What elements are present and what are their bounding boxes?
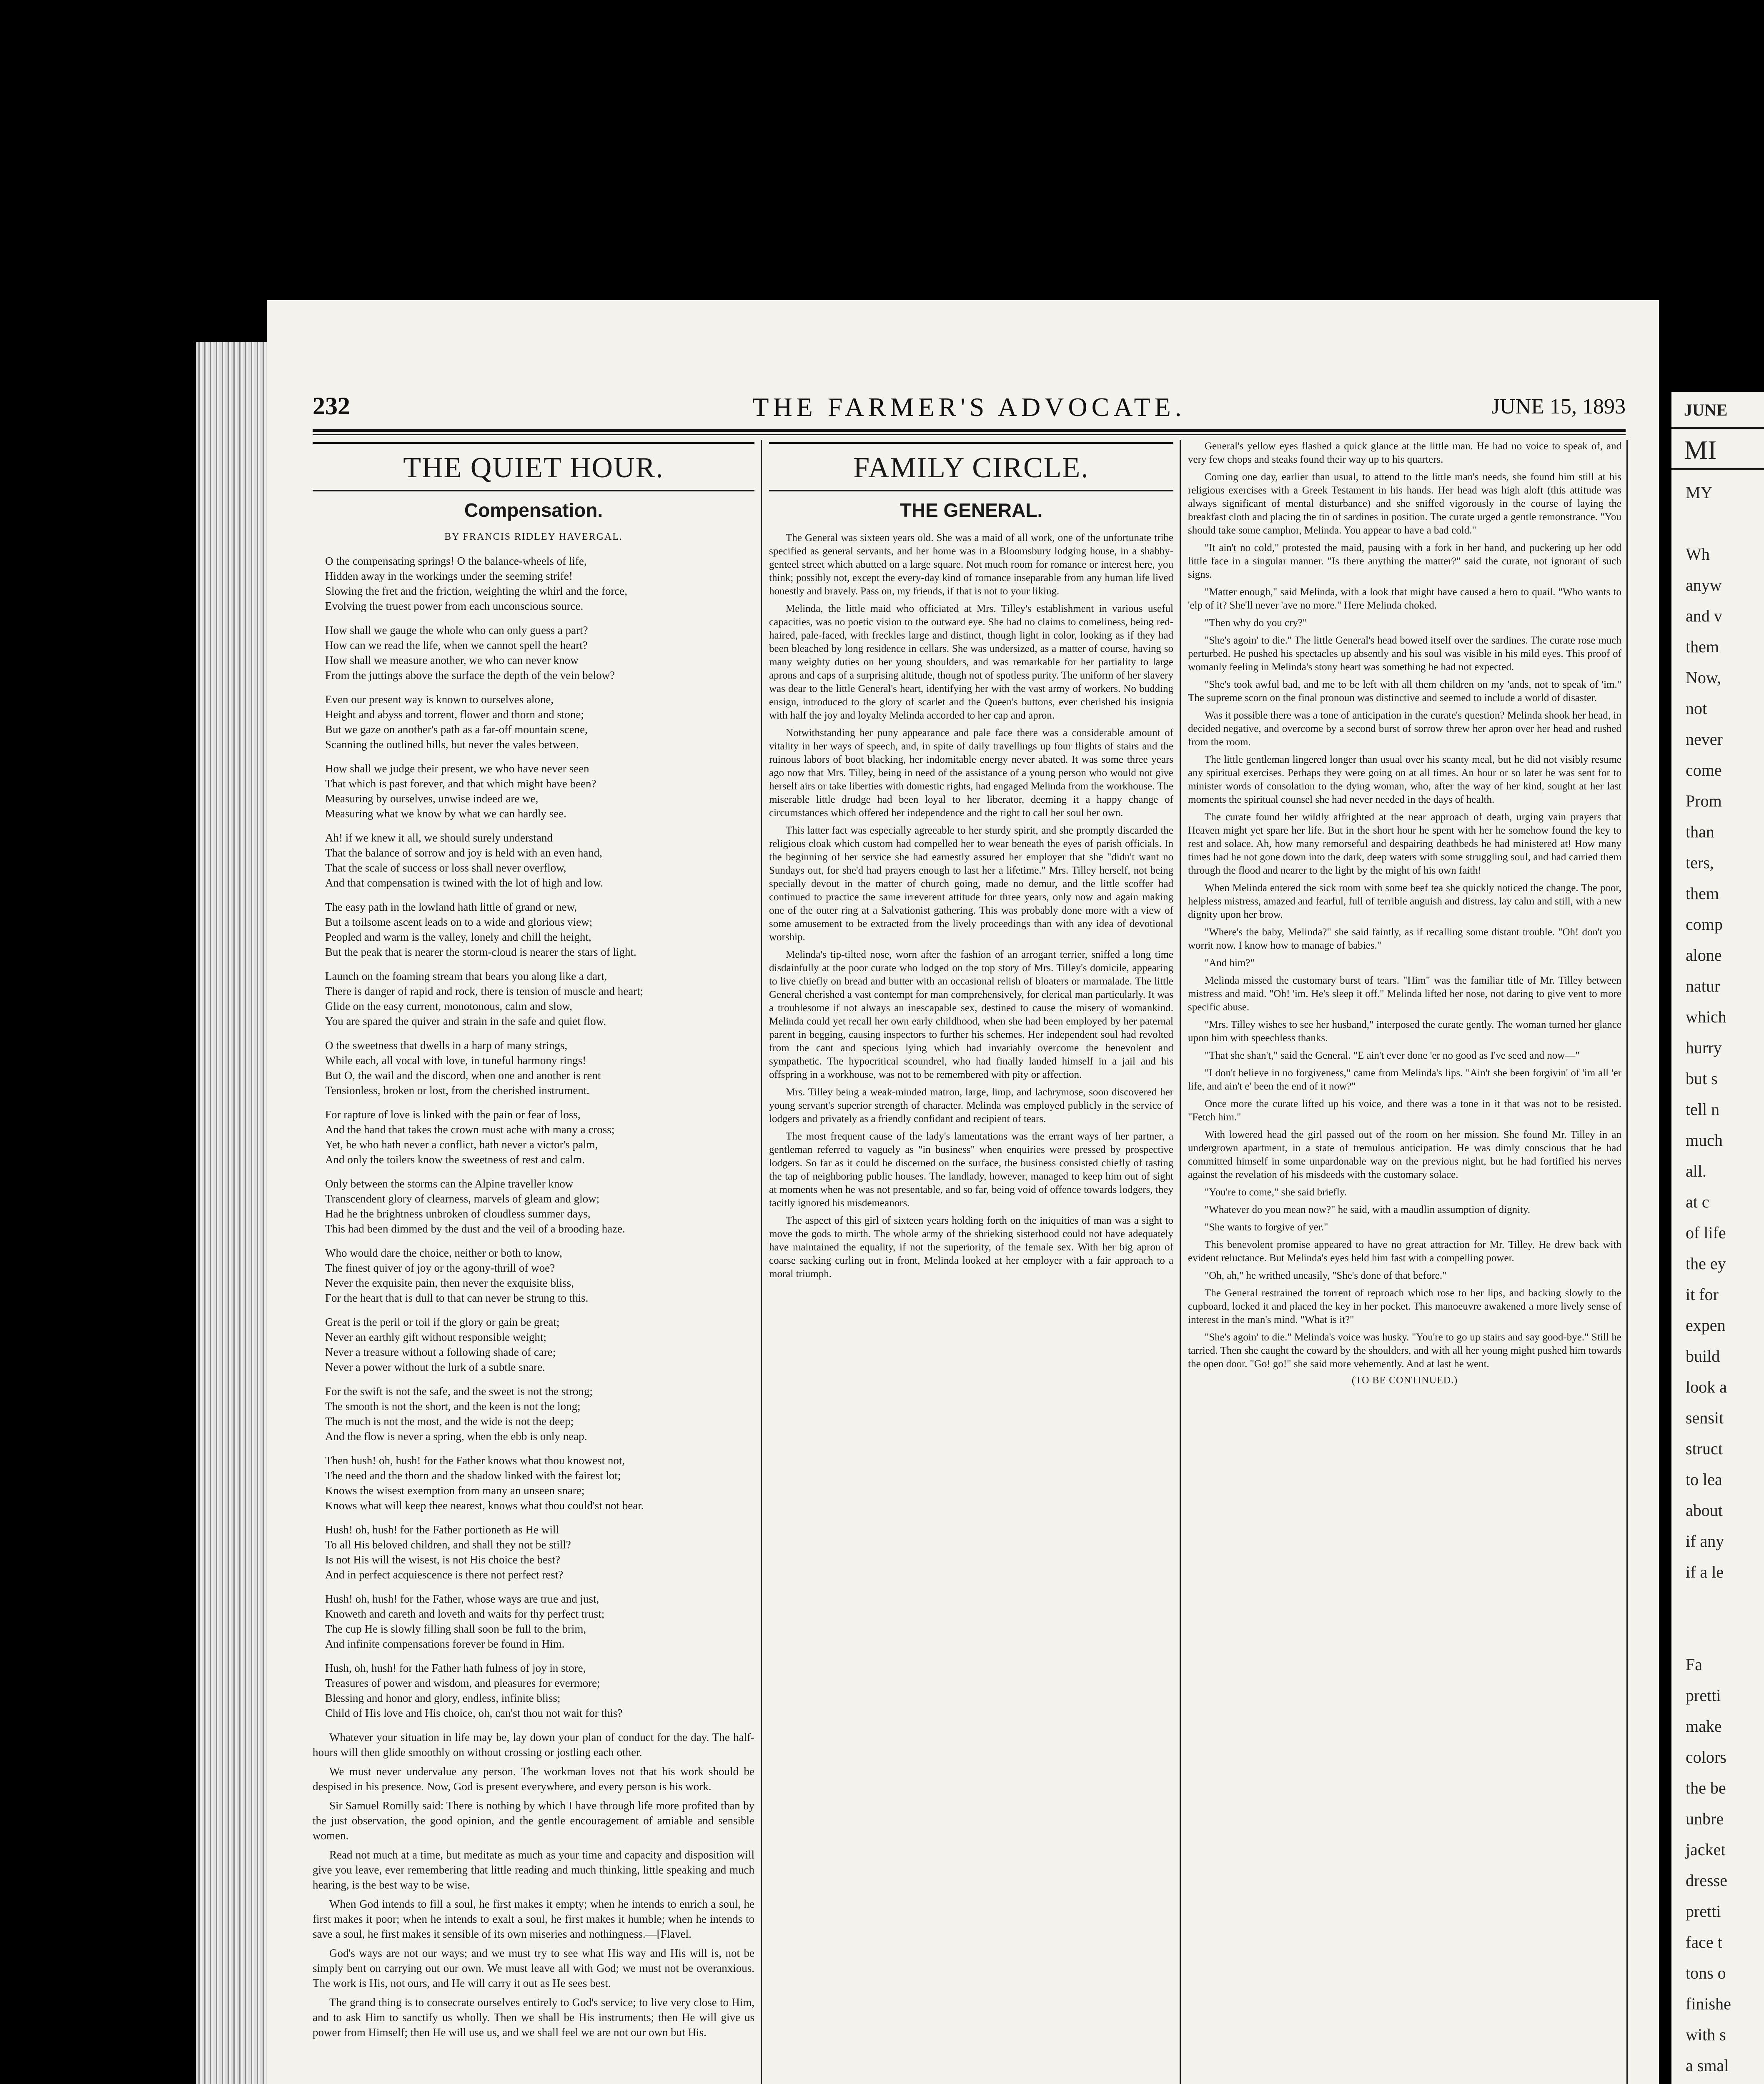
poem-line: For rapture of love is linked with the pain or fear of loss, bbox=[325, 1108, 581, 1121]
adjacent-page-line: struct bbox=[1686, 1439, 1723, 1458]
poem-line: And the hand that takes the crown must ache with many a cross; bbox=[325, 1123, 615, 1136]
paragraph: "And him?" bbox=[1205, 957, 1255, 969]
paragraph: "You're to come," she said briefly. bbox=[1205, 1187, 1347, 1198]
paragraph: "It ain't no cold," protested the maid, pausing with a fork in her hand, and puckering up her odd little face in a singular manner. "Is there anything the matter?" said the curate, not ignorant of such signs. bbox=[1188, 542, 1621, 580]
adjacent-page-line: Prom bbox=[1686, 792, 1722, 810]
paragraph: Coming one day, earlier than usual, to attend to the little man's needs, she found him still at his religious exercises with a Greek Testament in his hands. Her head was high aloft (this attitude was always significant of mental disturbance) and she sniffed vigorously in the course of laying the breakfast cloth and placing the tin of sardines in position. The curate urged a gentle remonstrance. "You should take some camphor, Melinda. You appear to have a bad cold." bbox=[1188, 471, 1621, 536]
story-text-part-2 bbox=[1188, 440, 1621, 1371]
poem-line: Peopled and warm is the valley, lonely and chill the height, bbox=[325, 931, 591, 943]
adjacent-page-line bbox=[1671, 1618, 1764, 1649]
adjacent-page-line bbox=[1671, 2081, 1764, 2084]
poem-line: How can we read the life, when we cannot spell the heart? bbox=[325, 639, 588, 651]
paragraph: The General restrained the torrent of reproach which rose to her lips, and backing slowly to the cupboard, locked it and placed the key in her pocket. This manoeuvre awakened a more lively sense of interest in the man's mind. "What is it?" bbox=[1188, 1287, 1621, 1325]
adjacent-page-line: Wh bbox=[1686, 545, 1710, 564]
adjacent-page-line: all. bbox=[1686, 1162, 1706, 1180]
poem-line: While each, all vocal with love, in tuneful harmony rings! bbox=[325, 1054, 586, 1067]
paragraph: Notwithstanding her puny appearance and pale face there was a considerable amount of vitality in her ways of speech, and, in spite of daily travellings up four flights of stairs and the ruinous labors of boot blacking, her indomitable energy never abated. It was some three years ago now that Mrs. Tilley, being in need of the assistance of a young person who would not give herself airs or take liberties with domestic rights, had engaged Melinda from the workhouse. The miserable little drudge had been loyal to her liberator, deeming it a happy change of circumstances which offered her independence and the right to call her soul her own. bbox=[769, 727, 1173, 819]
poem-line: The need and the thorn and the shadow linked with the fairest lot; bbox=[325, 1469, 621, 1482]
poem-line: But O, the wail and the discord, when one and another is rent bbox=[325, 1069, 601, 1082]
poem-line: But a toilsome ascent leads on to a wide and glorious view; bbox=[325, 916, 593, 928]
adjacent-page-line: face t bbox=[1686, 1933, 1722, 1951]
column-divider bbox=[1626, 440, 1628, 2084]
adjacent-page-line: comp bbox=[1686, 915, 1723, 934]
adjacent-page-line: but s bbox=[1686, 1069, 1718, 1088]
header-rule-thin bbox=[313, 434, 1626, 435]
paragraph: Was it possible there was a tone of anticipation in the curate's question? Melinda shook her head, in decided negative, and overcome by a second burst of sorrow threw her apron over her head and rushed from the room. bbox=[1188, 710, 1621, 748]
poem-line: And that compensation is twined with the lot of high and low. bbox=[325, 877, 604, 889]
adjacent-page-line: ters, bbox=[1686, 853, 1714, 872]
poem-line: The much is not the most, and the wide is not the deep; bbox=[325, 1415, 574, 1428]
poem-line: That which is past forever, and that which might have been? bbox=[325, 777, 596, 790]
paragraph: Sir Samuel Romilly said: There is nothing by which I have through life more profited than by the just observation, the good opinion, and the gentle encouragement of amiable and sensible women. bbox=[313, 1799, 754, 1842]
poem-line: Child of His love and His choice, oh, can'st thou not wait for this? bbox=[325, 1707, 623, 1719]
issue-date: JUNE 15, 1893 bbox=[1491, 395, 1626, 418]
poem-stanza bbox=[325, 1453, 754, 1513]
poem-line: For the swift is not the safe, and the sweet is not the strong; bbox=[325, 1385, 593, 1398]
story-title: THE GENERAL. bbox=[900, 499, 1043, 521]
poem-line: Scanning the outlined hills, but never the vales between. bbox=[325, 738, 579, 751]
poem-line: Knows the wisest exemption from many an unseen snare; bbox=[325, 1484, 585, 1497]
poem-stanza bbox=[325, 623, 754, 683]
poem-line: Even our present way is known to ourselves alone, bbox=[325, 693, 554, 706]
adjacent-page-line: hurry bbox=[1686, 1038, 1722, 1057]
poem-line: Yet, he who hath never a conflict, hath never a victor's palm, bbox=[325, 1138, 598, 1151]
header-rule bbox=[313, 429, 1626, 432]
poem-line: To all His beloved children, and shall they not be still? bbox=[325, 1538, 571, 1551]
poem-line: There is danger of rapid and rock, there is tension of muscle and heart; bbox=[325, 985, 644, 997]
poem-line: Hidden away in the workings under the seeming strife! bbox=[325, 570, 573, 582]
paragraph: When Melinda entered the sick room with some beef tea she quickly noticed the change. The poor, helpless mistress, amazed and fearful, full of terrible anguish and distress, lay calm and still, with a new dignity upon her brow. bbox=[1188, 882, 1621, 920]
poem-line: The smooth is not the short, and the keen is not the long; bbox=[325, 1400, 581, 1413]
poem-line: But we gaze on another's path as a far-off mountain scene, bbox=[325, 723, 588, 736]
section-heading: THE QUIET HOUR. bbox=[313, 442, 754, 491]
paragraph: "Then why do you cry?" bbox=[1205, 617, 1307, 629]
adjacent-page-line: never bbox=[1686, 730, 1723, 749]
adjacent-page-line: the be bbox=[1686, 1778, 1726, 1797]
column-divider bbox=[761, 440, 762, 2084]
adjacent-page-line: look a bbox=[1686, 1378, 1727, 1396]
paragraph: This latter fact was especially agreeable to her sturdy spirit, and she promptly discarded the religious cloak which custom had compelled her to wear beneath the eyes of parish officials. In the beginning of her service she had earnestly assured her employer that she "didn't want no Sundays out, for she'd had prayers enough to last her a lifetime." Mrs. Tilley herself, not being specially devout in the matter of church going, made no demur, and the little scoffer had continued to practice the same irreverent attitude for three years, only now and again making one of the outer ring at a Salvationist gathering. This was probably done more with a view of some amusement to be extracted from the lively proceedings than with any idea of devotional worship. bbox=[769, 825, 1173, 943]
paragraph: The aspect of this girl of sixteen years holding forth on the iniquities of man was a sight to move the gods to mirth. The whole army of the shrieking sisterhood could not have adequately have maintained the equality, if not the superiority, of the female sex. With her big apron of coarse sacking curling out in front, Melinda looked at her employer with a fair approach to a moral triumph. bbox=[769, 1215, 1173, 1280]
poem-stanza bbox=[325, 1107, 754, 1167]
adjacent-page-line: tons o bbox=[1686, 1964, 1726, 1982]
poem-line: Transcendent glory of clearness, marvels of gleam and glow; bbox=[325, 1192, 600, 1205]
poem-line: How shall we judge their present, we who have never seen bbox=[325, 762, 589, 775]
adjacent-page-line: natur bbox=[1686, 977, 1720, 995]
poem-line: Tensionless, broken or lost, from the cherished instrument. bbox=[325, 1084, 589, 1097]
adjacent-page-line: them bbox=[1686, 884, 1719, 903]
paragraph: General's yellow eyes flashed a quick glance at the little man. He had no voice to speak of, and very few chops and steaks found their way up to his quarters. bbox=[1188, 441, 1621, 465]
poem-line: Never the exquisite pain, then never the exquisite bliss, bbox=[325, 1277, 574, 1289]
poem-line: Who would dare the choice, neither or both to know, bbox=[325, 1247, 562, 1259]
poem-line: How shall we gauge the whole who can only guess a part? bbox=[325, 624, 588, 636]
paragraph: "I don't believe in no forgiveness," came from Melinda's lips. "Ain't she been forgivin' of 'im all 'er life, and ain't e' been the end of it now?" bbox=[1188, 1067, 1621, 1092]
adjacent-page-line: them bbox=[1686, 637, 1719, 656]
paragraph: Melinda's tip-tilted nose, worn after the fashion of an arrogant terrier, sniffed a long time disdainfully at the poor curate who lodged on the top story of Mrs. Tilley's domicile, appearing to live chiefly on bread and butter with an occasional relish of bloaters or marmalade. The little General cherished a vast contempt for man comprehensively, for clerical man particularly. It was a troublesome if not always an inescapable sex, destined to cause the misery of womankind. Melinda could yet recall her own early childhood, when she had been employed by her paternal parent in begging, causing inspectors to further his schemes. Her independent soul had revolted from the cant and specious lying which had invariably overcome the benevolent and sympathetic. The hypocritical scoundrel, who had finally landed himself in a jail and his offspring in a workhouse, was not to be remembered with pity or affection. bbox=[769, 949, 1173, 1080]
poem-line: And only the toilers know the sweetness of rest and calm. bbox=[325, 1153, 585, 1166]
page-edge-stack bbox=[196, 342, 269, 2084]
paragraph: "She's agoin' to die." Melinda's voice was husky. "You're to go up stairs and say good-bye." Still he tarried. Then she caught the coward by the shoulders, and with all her young might pushed him towards the open door. "Go! go!" she said more vehemently. And at last he went. bbox=[1188, 1332, 1621, 1370]
paragraph: When God intends to fill a soul, he first makes it empty; when he intends to enrich a soul, he first makes it poor; when he intends to exalt a soul, he first makes it humble; when he intends to save a soul, he first makes it sensible of its own miseries and nothingness.—[Flavel. bbox=[313, 1898, 754, 1940]
adjacent-page-line: a smal bbox=[1686, 2056, 1729, 2075]
poem-line: Knows what will keep thee nearest, knows what thou could'st not bear. bbox=[325, 1499, 644, 1512]
to-be-continued: (TO BE CONTINUED.) bbox=[1351, 1375, 1458, 1386]
poem-line: From the juttings above the surface the depth of the vein below? bbox=[325, 669, 615, 681]
poem-stanza bbox=[325, 1315, 754, 1375]
paragraph: Melinda missed the customary burst of tears. "Him" was the familiar title of Mr. Tilley between mistress and maid. "Oh! 'im. He's sleep it off." Melinda lifted her nose, not daring to give vent to more specific abuse. bbox=[1188, 975, 1621, 1013]
adjacent-page-line bbox=[1671, 1588, 1764, 1618]
paragraph: "Mrs. Tilley wishes to see her husband," interposed the curate gently. The woman turned her glance upon him with speechless thanks. bbox=[1188, 1019, 1621, 1044]
paragraph: Melinda, the little maid who officiated at Mrs. Tilley's establishment in various useful capacities, was no poetic vision to the outward eye. She had no claims to comeliness, being red-haired, pale-faced, with freckles large and distinct, though light in color, looking as if they had been bleached by long residence in cellars. She was undersized, as a matter of course, having so many weighty duties on her young shoulders, and was remarkable for her partiality to large aprons and caps of a surprising altitude, though not of spotless purity. The uniform of her slavery was dear to the little General's heart, identifying her with the vast army of workers. No budding ensign, introduced to the glory of scarlet and the Queen's buttons, ever cherished his insignia with half the joy and loyalty Melinda accorded to her cap and apron. bbox=[769, 603, 1173, 721]
adjacent-page-line: not bbox=[1686, 699, 1707, 718]
poem-stanza bbox=[325, 1245, 754, 1305]
paragraph: Mrs. Tilley being a weak-minded matron, large, limp, and lachrymose, soon discovered her young servant's superior strength of character. Melinda was employed publicly in the service of lodgers and privately as a friendly confidant and recipient of tears. bbox=[769, 1087, 1173, 1125]
adjacent-page-line: colors bbox=[1686, 1748, 1726, 1766]
adjacent-page-line: come bbox=[1686, 761, 1722, 779]
adjacent-page-line: it for bbox=[1686, 1285, 1719, 1304]
poem-line: Treasures of power and wisdom, and pleasures for evermore; bbox=[325, 1677, 600, 1689]
poem-line: Evolving the truest power from each unconscious source. bbox=[325, 600, 584, 612]
poem-line: Ah! if we knew it all, we should surely understand bbox=[325, 832, 553, 844]
poem-line: Never a power without the lurk of a subtle snare. bbox=[325, 1361, 545, 1373]
poem-line: Blessing and honor and glory, endless, infinite bliss; bbox=[325, 1692, 561, 1704]
poem-stanza bbox=[325, 692, 754, 752]
poem-body bbox=[313, 554, 754, 1721]
poem-stanza bbox=[325, 1591, 754, 1651]
poem-stanza bbox=[325, 1176, 754, 1236]
paragraph: The little gentleman lingered longer than usual over his scanty meal, but he did not visibly resume any spiritual exercises. Perhaps they were going on at all times. An hour or so later he was sent for to minister words of consolation to the dying woman, who, after the way of her kind, sought at her last moments the spiritual counsel she had never needed in the days of health. bbox=[1188, 754, 1621, 805]
adjacent-page-line: pretti bbox=[1686, 1902, 1721, 1921]
poem-line: Hush! oh, hush! for the Father portioneth as He will bbox=[325, 1523, 559, 1536]
poem-line: The cup He is slowly filling shall soon be full to the brim, bbox=[325, 1623, 586, 1635]
poem-line: That the balance of sorrow and joy is held with an even hand, bbox=[325, 847, 603, 859]
adjacent-page-date: JUNE bbox=[1684, 401, 1728, 419]
poem-stanza bbox=[325, 830, 754, 890]
poem-line: Had he the brightness unbroken of cloudless summer days, bbox=[325, 1207, 591, 1220]
quiet-hour-paragraphs bbox=[313, 1730, 754, 2040]
adjacent-page-line: the ey bbox=[1686, 1254, 1726, 1273]
poem-line: The finest quiver of joy or the agony-thrill of woe? bbox=[325, 1262, 555, 1274]
paragraph: The most frequent cause of the lady's lamentations was the errant ways of her partner, a gentleman referred to vaguely as "in business" when enquiries were pressed by prospective lodgers. So far as it could be discerned on the surface, the business consisted chiefly of tasting the tap of neighboring public houses. The landlady, however, managed to keep him out of sight at moments when he was not presentable, and so far, being void of offence towards lodgers, they tacitly ignored his misdemeanors. bbox=[769, 1131, 1173, 1209]
adjacent-page-line: tell n bbox=[1686, 1100, 1720, 1119]
poem-line: Only between the storms can the Alpine traveller know bbox=[325, 1177, 574, 1190]
adjacent-page-line: MY bbox=[1686, 483, 1713, 502]
adjacent-page-line: pretti bbox=[1686, 1686, 1721, 1705]
poem-stanza bbox=[325, 899, 754, 959]
poem-line: Never a treasure without a following shade of care; bbox=[325, 1346, 556, 1358]
paragraph: The grand thing is to consecrate ourselves entirely to God's service; to live very close to Him, and to ask Him to sanctify us wholly. Then we shall be His instruments; then He will give us power from Himself; then He will use us, and we shall feel we are not our own but His. bbox=[313, 1996, 754, 2039]
column-divider bbox=[1180, 440, 1181, 2084]
paragraph: Whatever your situation in life may be, lay down your plan of conduct for the day. The half-hours will then glide smoothly on without crossing or jostling each other. bbox=[313, 1731, 754, 1758]
poem-line: And infinite compensations forever be found in Him. bbox=[325, 1638, 565, 1650]
poem-line: Knoweth and careth and loveth and waits for thy perfect trust; bbox=[325, 1608, 605, 1620]
poem-line: You are spared the quiver and strain in the safe and quiet flow. bbox=[325, 1015, 606, 1027]
section-heading: FAMILY CIRCLE. bbox=[769, 442, 1173, 491]
adjacent-page-line: Now, bbox=[1686, 668, 1721, 687]
adjacent-page-line: anyw bbox=[1686, 576, 1722, 594]
adjacent-page-line: of life bbox=[1686, 1223, 1726, 1242]
adjacent-page-fragment bbox=[1671, 392, 1764, 2084]
poem-line: O the sweetness that dwells in a harp of many strings, bbox=[325, 1039, 568, 1052]
poem-stanza bbox=[325, 1522, 754, 1582]
story-continued-column bbox=[1188, 440, 1621, 2084]
paragraph: "Whatever do you mean now?" he said, with a maudlin assumption of dignity. bbox=[1205, 1204, 1531, 1215]
publication-title: THE FARMER'S ADVOCATE. bbox=[752, 392, 1186, 422]
poem-line: This had been dimmed by the dust and the veil of a brooding haze. bbox=[325, 1222, 625, 1235]
paragraph: The curate found her wildly affrighted at the near approach of death, urging vain prayers that Heaven might yet spare her life. But in the short hour he spent with her he somehow found the key to rest and solace. Ah, how many remorseful and despairing deathbeds he had ministered at! How many times had he not gone down into the dark, deep waters with some struggling soul, and had carried them through the flood and nearer to the light by the might of his own faith! bbox=[1188, 812, 1621, 876]
adjacent-page-line: to lea bbox=[1686, 1470, 1722, 1489]
adjacent-page-line: which bbox=[1686, 1007, 1726, 1026]
poem-line: The easy path in the lowland hath little of grand or new, bbox=[325, 901, 577, 913]
poem-line: Launch on the foaming stream that bears you along like a dart, bbox=[325, 970, 607, 982]
adjacent-page-line: at c bbox=[1686, 1192, 1709, 1211]
adjacent-page-line: if a le bbox=[1686, 1563, 1724, 1581]
paragraph: "She's agoin' to die." The little General's head bowed itself over the sardines. The curate rose much perturbed. He pushed his spectacles up absently and his soul was visible in his mild eyes. This proof of womanly feeling in Melinda's stony heart was something he had not expected. bbox=[1188, 635, 1621, 673]
paragraph: We must never undervalue any person. The workman loves not that his work should be despised in his presence. Now, God is present everywhere, and every person is his work. bbox=[313, 1765, 754, 1793]
poem-stanza bbox=[325, 969, 754, 1029]
adjacent-page-line: much bbox=[1686, 1131, 1723, 1150]
adjacent-page-line: make bbox=[1686, 1717, 1722, 1736]
story-text-part-1 bbox=[769, 531, 1173, 1281]
adjacent-page-text bbox=[1671, 477, 1764, 2084]
adjacent-page-heading: MI bbox=[1671, 427, 1764, 470]
paragraph: God's ways are not our ways; and we must try to see what His way and His will is, not be simply bent on carrying out our own. We must leave all with God; we must not be overanxious. The work is His, not ours, and He will carry it out as He sees best. bbox=[313, 1947, 754, 1989]
poem-stanza bbox=[325, 761, 754, 821]
adjacent-page-line: sensit bbox=[1686, 1408, 1724, 1427]
poem-stanza bbox=[325, 1038, 754, 1098]
adjacent-page-line: alone bbox=[1686, 946, 1722, 964]
poem-line: Great is the peril or toil if the glory or gain be great; bbox=[325, 1316, 560, 1328]
poem-line: How shall we measure another, we who can never know bbox=[325, 654, 579, 666]
poem-line: That the scale of success or loss shall never overflow, bbox=[325, 862, 566, 874]
quiet-hour-column bbox=[313, 440, 754, 2084]
poem-line: Height and abyss and torrent, flower and thorn and stone; bbox=[325, 708, 584, 721]
poem-stanza bbox=[325, 1384, 754, 1444]
poem-line: Is not His will the wisest, is not His choice the best? bbox=[325, 1553, 560, 1566]
poem-line: Hush! oh, hush! for the Father, whose ways are true and just, bbox=[325, 1593, 599, 1605]
poem-line: And the flow is never a spring, when the ebb is only neap. bbox=[325, 1430, 587, 1443]
masthead bbox=[313, 392, 1626, 425]
poem-line: But the peak that is nearer the storm-cloud is nearer the stars of light. bbox=[325, 946, 636, 958]
adjacent-page-line: finishe bbox=[1686, 1994, 1731, 2013]
family-circle-column bbox=[769, 440, 1173, 2084]
poem-stanza bbox=[325, 554, 754, 614]
adjacent-page-line: expen bbox=[1686, 1316, 1726, 1335]
paragraph: The General was sixteen years old. She was a maid of all work, one of the unfortunate tribe specified as general servants, and her home was in a Bloomsbury lodging house, in a shabby-genteel street which abutted on a large square. Not much room for romance or interest here, you think; possibly not, except the every-day kind of romance inseparable from any human life lived honestly and bravely. Pass on, my friends, if that is not to your liking. bbox=[769, 532, 1173, 597]
poem-line: Measuring by ourselves, unwise indeed are we, bbox=[325, 792, 539, 805]
adjacent-page-line: jacket bbox=[1686, 1840, 1726, 1859]
paragraph: "Where's the baby, Melinda?" she said faintly, as if recalling some distant trouble. "Oh! don't you worrit now. I know how to manage of babies." bbox=[1188, 927, 1621, 951]
poem-line: And in perfect acquiescence is there not perfect rest? bbox=[325, 1568, 564, 1581]
adjacent-page-line: with s bbox=[1686, 2025, 1726, 2044]
adjacent-page-line bbox=[1671, 508, 1764, 539]
poem-line: Then hush! oh, hush! for the Father knows what thou knowest not, bbox=[325, 1454, 625, 1467]
poem-line: O the compensating springs! O the balance-wheels of life, bbox=[325, 555, 587, 567]
poem-byline: BY FRANCIS RIDLEY HAVERGAL. bbox=[444, 531, 623, 542]
adjacent-page-line: unbre bbox=[1686, 1809, 1724, 1828]
adjacent-page-line: than bbox=[1686, 822, 1714, 841]
paragraph: "Oh, ah," he writhed uneasily, "She's done of that before." bbox=[1205, 1270, 1447, 1281]
adjacent-page-line: dresse bbox=[1686, 1871, 1727, 1890]
adjacent-page-line: about bbox=[1686, 1501, 1723, 1520]
poem-title: Compensation. bbox=[464, 499, 603, 521]
paragraph: "She's took awful bad, and me to be left with all them children on my 'ands, not to speak of 'im." The supreme scorn on the final pronoun was distinctive and seemed to include a world of disaster. bbox=[1188, 679, 1621, 704]
paragraph: "Matter enough," said Melinda, with a look that might have caused a hero to quail. "Who wants to 'elp of it? She'll never 'ave no more." Here Melinda choked. bbox=[1188, 586, 1621, 611]
paragraph: Read not much at a time, but meditate as much as your time and capacity and disposition will give you leave, ever remembering that little reading and much thinking, little speaking and much hearing, is the best way to be wise. bbox=[313, 1849, 754, 1891]
adjacent-page-line: if any bbox=[1686, 1532, 1724, 1550]
poem-line: Slowing the fret and the friction, weighting the whirl and the force, bbox=[325, 585, 628, 597]
paragraph: With lowered head the girl passed out of the room on her mission. She found Mr. Tilley in an undergrown apartment, in a state of tremulous anticipation. He was dimly conscious that he had committed himself in some unpardonable way on the previous night, but he had fortified his nerves against the revelation of his misdeeds with the customary solace. bbox=[1188, 1129, 1621, 1180]
adjacent-page-line: Fa bbox=[1686, 1655, 1702, 1674]
paragraph: "She wants to forgive of yer." bbox=[1205, 1222, 1328, 1233]
poem-line: For the heart that is dull to that can never be strung to this. bbox=[325, 1292, 589, 1304]
page-number: 232 bbox=[313, 392, 350, 420]
poem-line: Measuring what we know by what we can hardly see. bbox=[325, 807, 566, 820]
paragraph: "That she shan't," said the General. "E ain't ever done 'er no good as I've seed and now—" bbox=[1205, 1050, 1580, 1061]
newspaper-page bbox=[267, 300, 1659, 2084]
poem-line: Hush, oh, hush! for the Father hath fulness of joy in store, bbox=[325, 1662, 586, 1674]
paragraph: This benevolent promise appeared to have no great attraction for Mr. Tilley. He drew back with evident reluctance. But Melinda's eyes held him fast with a compelling power. bbox=[1188, 1239, 1621, 1264]
paragraph: Once more the curate lifted up his voice, and there was a tone in it that was not to be resisted. "Fetch him." bbox=[1188, 1098, 1621, 1123]
adjacent-page-line: and v bbox=[1686, 606, 1722, 625]
poem-line: Glide on the easy current, monotonous, calm and slow, bbox=[325, 1000, 572, 1012]
poem-line: Never an earthly gift without responsible weight; bbox=[325, 1331, 546, 1343]
poem-stanza bbox=[325, 1661, 754, 1721]
adjacent-page-line: build bbox=[1686, 1347, 1720, 1365]
